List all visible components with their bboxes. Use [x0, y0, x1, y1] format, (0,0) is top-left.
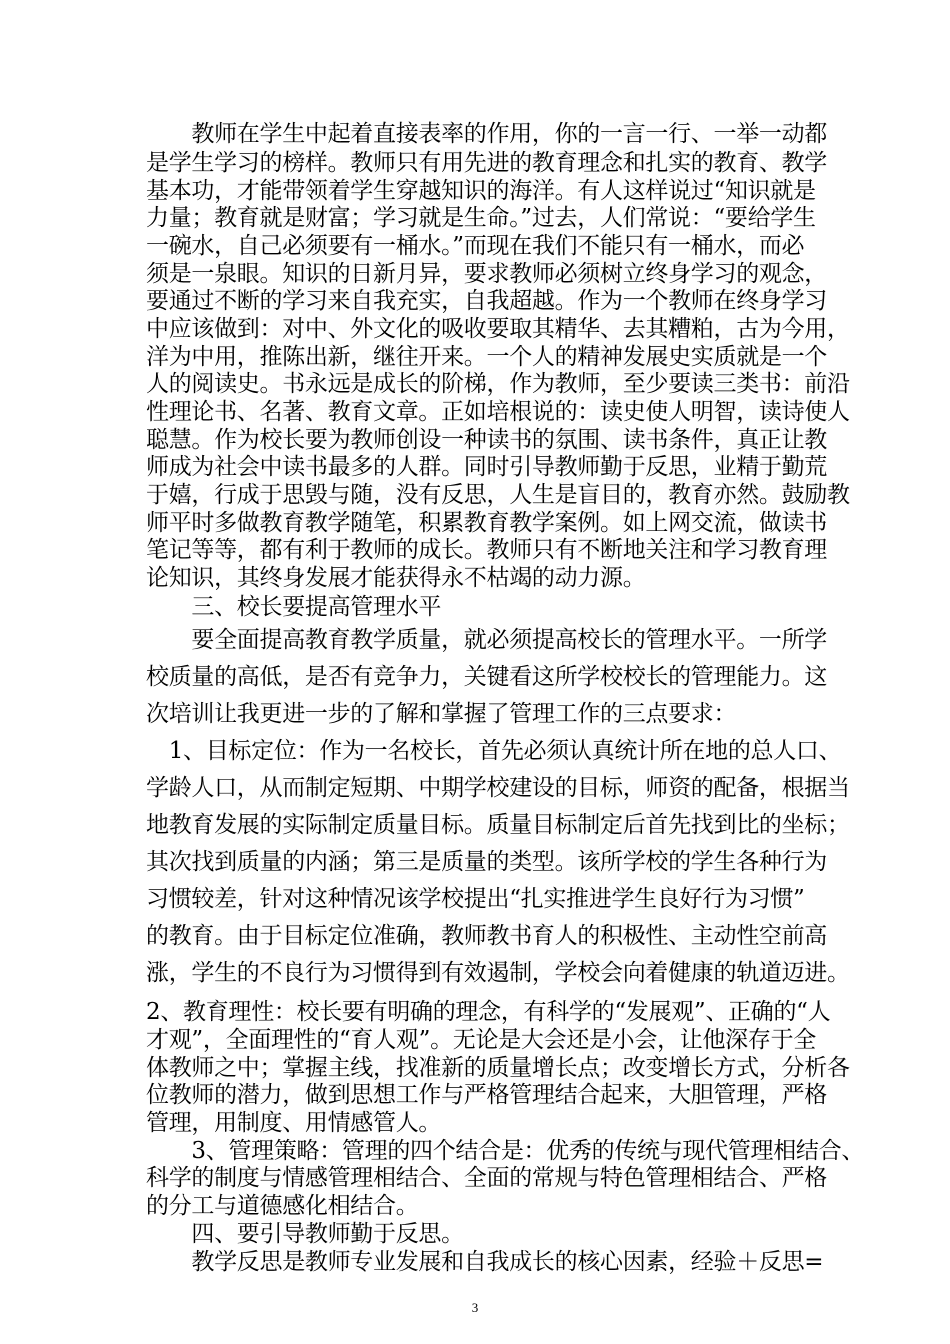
body-text-line: 性理论书、名著、教育文章。正如培根说的：读史使人明智，读诗使人	[146, 399, 850, 425]
body-text-line: 人的阅读史。书永远是成长的阶梯，作为教师，至少要读三类书：前沿	[146, 371, 850, 397]
body-text-line: 一碗水，自己必须要有一桶水。”而现在我们不能只有一桶水，而必	[146, 233, 805, 259]
body-text-line: 才观”，全面理性的“育人观”。无论是大会还是小会，让他深存于全	[146, 1027, 816, 1053]
body-text-line: 2、教育理性：校长要有明确的理念，有科学的“发展观”、正确的“人	[146, 999, 831, 1025]
body-text-line: 涨，学生的不良行为习惯得到有效遏制，学校会向着健康的轨道迈进。	[146, 960, 850, 986]
body-text-line: 论知识，其终身发展才能获得永不枯竭的动力源。	[146, 565, 646, 591]
body-text-line: 要全面提高教育教学质量，就必须提高校长的管理水平。一所学	[146, 627, 828, 653]
body-text-line: 体教师之中；掌握主线，找准新的质量增长点；改变增长方式，分析各	[146, 1055, 850, 1081]
body-text-line: 位教师的潜力，做到思想工作与严格管理结合起来，大胆管理，严格	[146, 1082, 828, 1108]
body-text-line: 其次找到质量的内涵；第三是质量的类型。该所学校的学生各种行为	[146, 849, 828, 875]
body-text-line: 教师在学生中起着直接表率的作用，你的一言一行、一举一动都	[146, 121, 828, 147]
body-text-line: 地教育发展的实际制定质量目标。质量目标制定后首先找到比的坐标；	[146, 812, 850, 838]
body-text-line: 师成为社会中读书最多的人群。同时引导教师勤于反思，业精于勤荒	[146, 454, 828, 480]
body-text-line: 中应该做到：对中、外文化的吸收要取其精华、去其糟粕，古为今用，	[146, 316, 850, 342]
body-text-line: 于嬉，行成于思毁与随，没有反思，人生是盲目的，教育亦然。鼓励教	[146, 482, 850, 508]
body-text-line: 聪慧。作为校长要为教师创设一种读书的氛围、读书条件，真正让教	[146, 427, 828, 453]
body-text-line: 是学生学习的榜样。教师只有用先进的教育理念和扎实的教育、教学	[146, 150, 828, 176]
body-text-line: 教学反思是教师专业发展和自我成长的核心因素，经验＋反思=	[146, 1249, 824, 1275]
section-heading: 四、要引导教师勤于反思。	[146, 1221, 464, 1247]
body-text-line: 须是一泉眼。知识的日新月异，要求教师必须树立终身学习的观念，	[146, 261, 828, 287]
body-text-line: 管理，用制度、用情感管人。	[146, 1110, 442, 1136]
body-text-line: 基本功，才能带领着学生穿越知识的海洋。有人这样说过“知识就是	[146, 178, 816, 204]
body-text-line: 次培训让我更进一步的了解和掌握了管理工作的三点要求：	[146, 701, 737, 727]
body-text-line: 校质量的高低，是否有竞争力，关键看这所学校校长的管理能力。这	[146, 664, 828, 690]
body-text-line: 笔记等等，都有利于教师的成长。教师只有不断地关注和学习教育理	[146, 537, 828, 563]
body-text-line: 洋为中用，推陈出新，继往开来。一个人的精神发展史实质就是一个	[146, 344, 828, 370]
page-number: 3	[471, 1300, 479, 1315]
body-text-line: 力量；教育就是财富；学习就是生命。”过去，人们常说：“要给学生	[146, 205, 816, 231]
body-text-line: 师平时多做教育教学随笔，积累教育教学案例。如上网交流，做读书	[146, 510, 828, 536]
section-heading: 三、校长要提高管理水平	[146, 594, 442, 620]
body-text-line: 要通过不断的学习来自我充实，自我超越。作为一个教师在终身学习	[146, 288, 828, 314]
body-text-line: 科学的制度与情感管理相结合、全面的常规与特色管理相结合、严格	[146, 1165, 828, 1191]
body-text-line: 的教育。由于目标定位准确，教师教书育人的积极性、主动性空前高	[146, 923, 828, 949]
body-text-line: 学龄人口，从而制定短期、中期学校建设的目标，师资的配备，根据当	[146, 775, 850, 801]
body-text-line: 的分工与道德感化相结合。	[146, 1193, 419, 1219]
body-text-line: 3、管理策略：管理的四个结合是：优秀的传统与现代管理相结合、	[146, 1138, 865, 1164]
body-text-line: 1、目标定位：作为一名校长，首先必须认真统计所在地的总人口、	[146, 738, 842, 764]
body-text-line: 习惯较差，针对这种情况该学校提出“扎实推进学生良好行为习惯”	[146, 886, 805, 912]
